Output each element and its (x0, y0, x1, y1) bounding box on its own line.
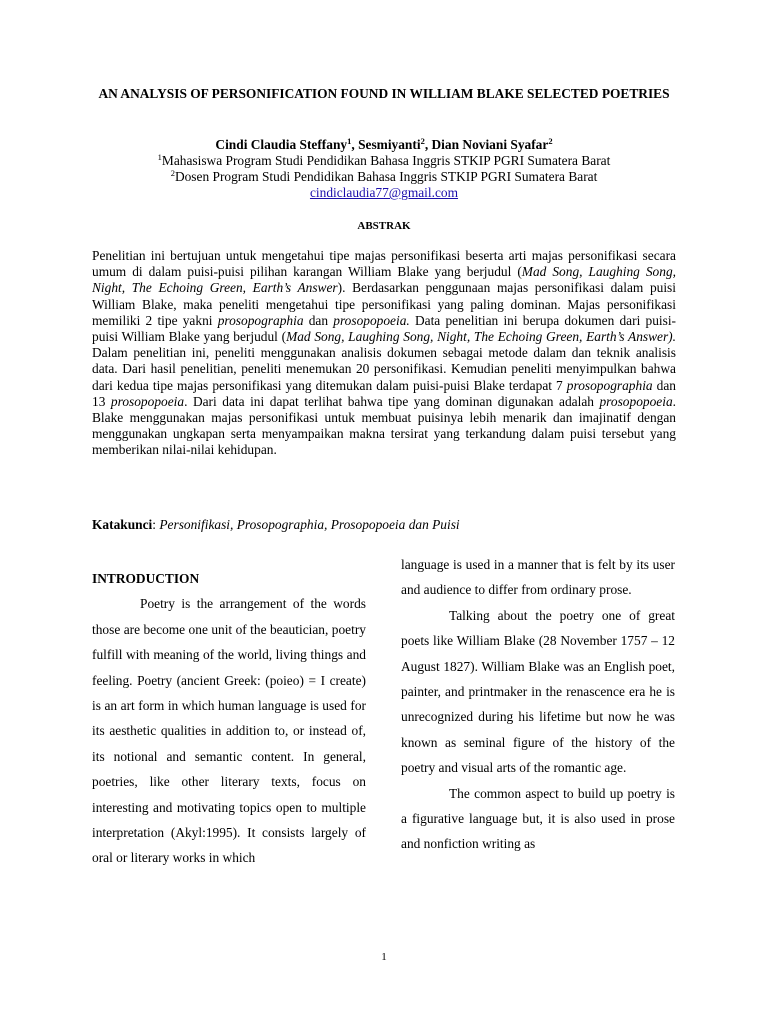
author-list (60, 137, 708, 153)
section-heading: INTRODUCTION (92, 571, 200, 586)
abstract-italic-text: prosopopoeia. (333, 312, 410, 328)
abstract-text: . Dari data ini dapat terlihat bahwa tipe yang dominan digunakan adalah (184, 393, 600, 409)
abstract-text: dan (303, 312, 334, 328)
author-name: Sesmiyanti (358, 137, 421, 152)
abstract-text: dan 13 (92, 377, 676, 409)
abstract-italic-text: prosopographia (566, 377, 653, 393)
page-number: 1 (381, 951, 387, 963)
affiliation-line (60, 169, 708, 185)
abstract-italic-text: Mad Song, Laughing Song, Night, The Echoing Green, Earth’s Answer). (286, 329, 676, 345)
abstract-text: Data penelitian ini berupa dokumen dari puisi-puisi William Blake yang berjudul ( (92, 312, 676, 345)
abstract-italic-text: prosopographia (217, 312, 304, 328)
left-column (92, 566, 366, 871)
abstract-text: Penelitian ini bertujuan untuk mengetahui tipe majas personifikasi beserta arti majas personifikasi secara umum di dalam puisi-puisi pilihan karangan William Blake yang berjudul ( (92, 248, 676, 280)
body-paragraph: language is used in a manner that is felt by its user and audience to differ from ordinary prose. (401, 557, 675, 598)
right-column (401, 552, 675, 857)
keywords-label: Katakunci (92, 517, 153, 532)
abstract-italic-text: prosopopoeia (599, 393, 673, 409)
keywords-terms: Personifikasi, Prosopographia, Prosopopoeia dan Puisi (159, 517, 460, 532)
abstract-body (92, 248, 676, 459)
abstract-paragraph (92, 248, 676, 459)
abstract-text: . Blake menggunakan majas personifikasi untuk membuat puisinya lebih menarik dan imajinatif dengan menggunakan ungkapan serta menyampaikan makna tersirat yang terkandung dalam puisi tersebut yang memberikan nilai-nilai kehidupan. (92, 393, 676, 458)
abstract-text: Dalam penelitian ini, peneliti menggunakan analisis dokumen sebagai metode dalam dan teknik analisis data. Dari hasil penelitian, peneliti menemukan 20 personifikasi. Kemudian peneliti menyimpulkan bahwa dari kedua tipe majas personifikasi yang ditemukan dalam puisi-puisi Blake terdapat 7 (92, 345, 676, 393)
contact-email (60, 185, 708, 201)
author-name: Dian Noviani Syafar (431, 137, 549, 152)
keywords-colon: : (152, 517, 160, 532)
author-name: Cindi Claudia Steffany (215, 137, 348, 152)
abstract-heading: ABSTRAK (357, 220, 411, 232)
body-paragraph: Talking about the poetry one of great poets like William Blake (28 November 1757 – 12 August 1827). William Blake was an English poet, painter, and printmaker in the renascence era he is unrecognized during his lifetime but now he was known as seminal figure of the history of the poetry and visual arts of the romantic age. (401, 607, 675, 776)
author-separator: , (424, 137, 432, 152)
email-link[interactable]: cindiclaudia77@gmail.com (309, 185, 459, 200)
abstract-italic-text: Mad Song, Laughing Song, Night, The Echoing Green, Earth’s Answer (92, 264, 676, 296)
affiliation-mark: 1 (157, 152, 162, 162)
body-paragraph: Poetry is the arrangement of the words those are become one unit of the beautician, poetry fulfill with meaning of the world, living things and feeling. Poetry (ancient Greek: (poieo) = I create) is an art form in which human language is used for its aesthetic qualities in addition to, or instead of, its notional and semantic content. In general, poetries, like other literary texts, focus on interesting and motivating topics open to multiple interpretation (Akyl:1995). It consists largely of oral or literary works in which (92, 596, 366, 866)
affiliation-mark: 2 (170, 168, 175, 178)
paper-title: AN ANALYSIS OF PERSONIFICATION FOUND IN WILLIAM BLAKE SELECTED POETRIES (98, 86, 670, 101)
keywords-line (92, 516, 676, 534)
author-affiliation-mark: 1 (347, 136, 352, 146)
affiliation-text: Dosen Program Studi Pendidikan Bahasa Inggris STKIP PGRI Sumatera Barat (174, 169, 598, 184)
body-paragraph: The common aspect to build up poetry is a figurative language but, it is also used in prose and nonfiction writing as (401, 785, 675, 852)
abstract-text: ). Berdasarkan penggunaan majas personifikasi dalam puisi William Blake, maka peneliti mengetahui tipe personifikasi yang paling dominan. Majas personifikasi memiliki 2 tipe yakni (92, 280, 676, 328)
affiliation-text: Mahasiswa Program Studi Pendidikan Bahasa Inggris STKIP PGRI Sumatera Barat (161, 153, 611, 168)
author-affiliation-mark: 2 (420, 136, 425, 146)
author-affiliation-mark: 2 (548, 136, 553, 146)
affiliation-line (60, 153, 708, 169)
author-separator: , (351, 137, 359, 152)
abstract-italic-text: prosopopoeia (110, 393, 185, 409)
